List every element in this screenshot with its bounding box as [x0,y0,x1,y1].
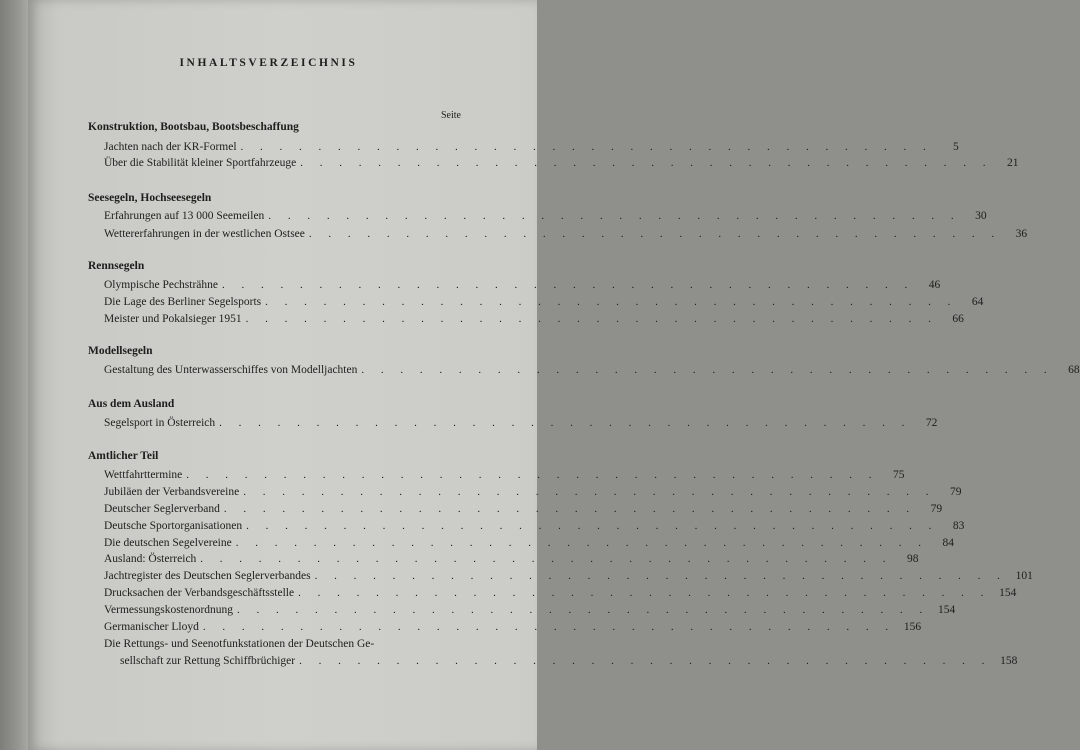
dot-leader: . . . . . . . . . . . . . . . . . . . . . . . . . . . . . . . . . . . . [245,313,938,325]
toc-entry-title: Deutsche Sportorganisationen [104,520,243,532]
toc-entry[interactable] [104,228,1028,244]
page-title: INHALTSVERZEICHNIS [179,57,358,69]
toc-entry-title: Jubiläen der Verbandsvereine [104,486,240,498]
toc-entry[interactable] [104,210,987,226]
toc-entry-title: Drucksachen der Verbandsgeschäftsstelle [104,587,295,599]
toc-entry[interactable] [104,469,905,485]
toc-entry-title: Vermessungskostenordnung [104,604,234,616]
toc-entry-page: 83 [952,520,965,532]
dot-leader: . . . . . . . . . . . . . . . . . . . . . . . . . . . . . . . . . . . . [361,364,1054,376]
toc-entry-title: Wettfahrttermine [104,469,183,481]
dot-leader: . . . . . . . . . . . . . . . . . . . . . . . . . . . . . . . . . . . . [268,210,961,222]
toc-entry[interactable] [104,313,964,329]
toc-entry-title: Olympische Pechsträhne [104,279,219,291]
dot-leader: . . . . . . . . . . . . . . . . . . . . . . . . . . . . . . . . . . . . [265,296,958,308]
toc-entry-page: 21 [1007,157,1019,169]
toc-entry-page: 101 [1015,570,1033,582]
section-heading: Modellsegeln [88,345,153,357]
toc-entry-page: 5 [953,141,959,153]
toc-entry-title: Germanischer Lloyd [104,621,199,633]
dot-leader: . . . . . . . . . . . . . . . . . . . . . . . . . . . . . . . . . . . . [314,570,1007,582]
section-heading: Seesegeln, Hochseesegeln [88,192,212,204]
toc-entry-page: 158 [1000,655,1018,667]
toc-entry-title: Gestaltung des Unterwasserschiffes von Modelljachten [104,364,358,376]
dot-leader: . . . . . . . . . . . . . . . . . . . . . . . . . . . . . . . . . . . . [299,655,992,667]
dot-leader: . . . . . . . . . . . . . . . . . . . . . . . . . . . . . . . . . . . . [202,621,896,633]
toc-entry-page: 154 [999,587,1017,599]
toc-entry-title: Deutscher Seglerverband [104,503,220,515]
toc-entry-page: 79 [949,486,962,498]
dot-leader: . . . . . . . . . . . . . . . . . . . . . . . . . . . . . . . . . . . . [237,604,930,616]
dot-leader: . . . . . . . . . . . . . . . . . . . . . . . . . . . . . . . . . . . . [243,486,936,498]
dot-leader: . . . . . . . . . . . . . . . . . . . . . . . . . . . . . . . . . . . . [240,141,933,153]
book-gutter [0,0,28,750]
toc-entry[interactable] [104,604,956,620]
toc-entry[interactable] [104,141,959,157]
dot-leader: . . . . . . . . . . . . . . . . . . . . . . . . . . . . . . . . . . . . [235,537,928,549]
toc-entry[interactable] [104,537,954,553]
toc-entry-page: 79 [930,503,943,515]
dot-leader: . . . . . . . . . . . . . . . . . . . . . . . . . . . . . . . . . . . . [298,587,991,599]
toc-entry[interactable] [104,296,984,312]
dot-leader: . . . . . . . . . . . . . . . . . . . . . . . . . . . . . . . . . . . . [222,279,915,291]
toc-entry-page: 66 [952,313,964,325]
toc-entry-page: 154 [938,604,956,616]
section-heading: Rennsegeln [88,260,145,272]
toc-entry-page: 30 [975,210,987,222]
toc-entry[interactable] [104,503,943,519]
section-heading: Konstruktion, Bootsbau, Bootsbeschaffung [88,121,299,133]
toc-entry-page: 72 [925,417,938,429]
toc-entry-page: 64 [971,296,984,308]
toc-entry-title-line2: sellschaft zur Rettung Schiffbrüchiger [120,655,296,667]
toc-entry[interactable] [104,587,1017,603]
toc-entry[interactable] [104,364,1080,380]
toc-entry-page: 84 [942,537,954,549]
toc-entry-wrapped[interactable] [104,636,1018,670]
toc-entry-title: Über die Stabilität kleiner Sportfahrzeuge [104,157,297,169]
toc-entry[interactable] [104,570,1033,586]
toc-entry-page: 156 [903,621,922,633]
dot-leader: . . . . . . . . . . . . . . . . . . . . . . . . . . . . . . . . . . . . [246,520,939,532]
toc-entry-second-line [104,653,1018,670]
toc-entry-page: 46 [928,279,941,291]
toc-entry[interactable] [104,279,941,295]
toc-entry-title: Erfahrungen auf 13 000 Seemeilen [104,210,265,222]
toc-entry[interactable] [104,520,965,536]
toc-entry-title: Die Lage des Berliner Segelsports [104,296,262,308]
toc-entry-title-line1: Die Rettungs- und Seenotfunkstationen der Deutschen Ge- [104,638,375,650]
toc-entry-page: 75 [893,469,905,481]
toc-entry-title: Segelsport in Österreich [104,417,216,429]
toc-entry-title: Ausland: Österreich [104,553,197,565]
toc-entry-title: Jachten nach der KR-Formel [104,141,237,153]
dot-leader: . . . . . . . . . . . . . . . . . . . . . . . . . . . . . . . . . . . . [219,417,912,429]
toc-entry-title: Die deutschen Segelvereine [104,537,232,549]
toc-entry[interactable] [104,417,938,433]
dot-leader: . . . . . . . . . . . . . . . . . . . . . . . . . . . . . . . . . . . . [308,228,1002,240]
toc-entry-page: 98 [907,553,919,565]
toc-entry[interactable] [104,486,962,502]
page-column-label: Seite [441,110,461,121]
dot-leader: . . . . . . . . . . . . . . . . . . . . . . . . . . . . . . . . . . . . [223,503,917,515]
section-heading: Amtlicher Teil [88,450,159,462]
dot-leader: . . . . . . . . . . . . . . . . . . . . . . . . . . . . . . . . . . . . [300,157,993,169]
toc-entry-title: Meister und Pokalsieger 1951 [104,313,242,325]
dot-leader: . . . . . . . . . . . . . . . . . . . . . . . . . . . . . . . . . . . . [200,553,893,565]
toc-entry-page: 68 [1068,364,1080,376]
toc-entry[interactable] [104,621,922,637]
toc-entry-title: Wettererfahrungen in der westlichen Ostsee [104,228,305,240]
dot-leader: . . . . . . . . . . . . . . . . . . . . . . . . . . . . . . . . . . . . [186,469,879,481]
toc-entry[interactable] [104,157,1019,173]
toc-entry-title: Jachtregister des Deutschen Seglerverbandes [104,570,311,582]
toc-entry-page: 36 [1015,228,1028,240]
section-heading: Aus dem Ausland [88,398,175,410]
toc-entry[interactable] [104,553,919,569]
